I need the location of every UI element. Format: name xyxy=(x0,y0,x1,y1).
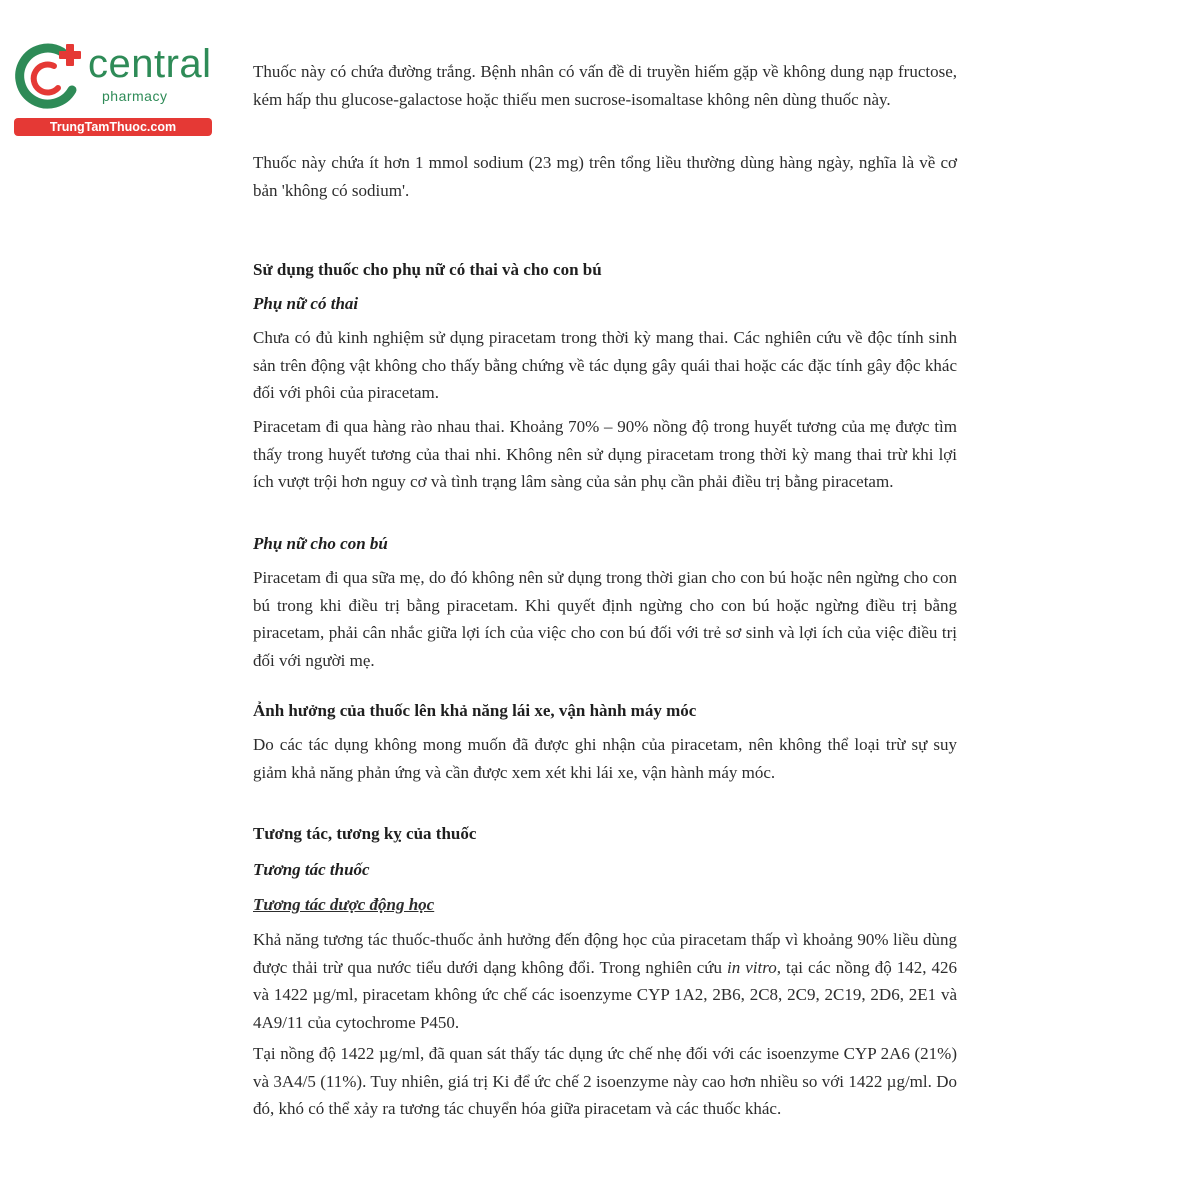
subheading-drug-interactions: Tương tác thuốc xyxy=(253,860,370,879)
paragraph-sodium: Thuốc này chứa ít hơn 1 mmol sodium (23 mg) trên tổng liều thường dùng hàng ngày, nghĩa là về cơ bản 'không có sodium'. xyxy=(253,153,957,200)
paragraph-driving: Do các tác dụng không mong muốn đã được ghi nhận của piracetam, nên không thể loại trừ sự suy giảm khả năng phản ứng và cần được xem xét khi lái xe, vận hành máy móc. xyxy=(253,735,957,782)
paragraph-sugar-warning: Thuốc này có chứa đường trắng. Bệnh nhân có vấn đề di truyền hiếm gặp về không dung nạp fructose, kém hấp thu glucose-galactose hoặc thiếu men sucrose-isomaltase không nên dùng thuốc này. xyxy=(253,62,957,109)
heading-driving-machinery: Ảnh hưởng của thuốc lên khả năng lái xe, vận hành máy móc xyxy=(253,701,697,720)
paragraph-placenta: Piracetam đi qua hàng rào nhau thai. Khoảng 70% – 90% nồng độ trong huyết tương của mẹ được tìm thấy trong huyết tương của thai nhi. Không nên sử dụng piracetam trong thời kỳ mang thai trừ khi lợi ích vượt trội hơn nguy cơ và tình trạng lâm sàng của sản phụ cần phải điều trị bằng piracetam. xyxy=(253,417,957,491)
logo-url-banner: TrungTamThuoc.com xyxy=(14,118,212,136)
logo-sub-text: pharmacy xyxy=(102,88,168,104)
subheading-breastfeeding-women: Phụ nữ cho con bú xyxy=(253,534,388,553)
logo-brand-text: central xyxy=(88,42,212,86)
heading-pregnancy-lactation: Sử dụng thuốc cho phụ nữ có thai và cho con bú xyxy=(253,260,602,279)
paragraph-pharmacokinetics xyxy=(253,926,957,1036)
central-pharmacy-logo xyxy=(10,38,215,138)
heading-interactions: Tương tác, tương kỵ của thuốc xyxy=(253,824,477,843)
subheading-pharmacokinetic-interactions: Tương tác dược động học xyxy=(253,895,435,914)
in-vitro-term: in vitro xyxy=(727,957,777,977)
subheading-pregnant-women: Phụ nữ có thai xyxy=(253,294,359,313)
pharmacy-cross-icon xyxy=(10,38,90,116)
paragraph-pregnancy-experience: Chưa có đủ kinh nghiệm sử dụng piracetam trong thời kỳ mang thai. Các nghiên cứu về độc tính sinh sản trên động vật không cho thấy bằng chứng về tác dụng gây quái thai hoặc các đặc tính gây độc khác đối với phôi của piracetam. xyxy=(253,328,957,402)
paragraph-breast-milk: Piracetam đi qua sữa mẹ, do đó không nên sử dụng trong thời gian cho con bú hoặc nên ngừng cho con bú trong khi điều trị bằng piracetam. Khi quyết định ngừng cho con bú hoặc ngừng điều trị bằng piracetam, phải cân nhắc giữa lợi ích của việc cho con bú đối với trẻ sơ sinh và lợi ích của việc điều trị đối với người mẹ. xyxy=(253,568,957,670)
paragraph-cyp-inhibition: Tại nồng độ 1422 µg/ml, đã quan sát thấy tác dụng ức chế nhẹ đối với các isoenzyme CYP 2A6 (21%) và 3A4/5 (11%). Tuy nhiên, giá trị Ki để ức chế 2 isoenzyme này cao hơn nhiều so với 1422 µg/ml. Do đó, khó có thể xảy ra tương tác chuyển hóa giữa piracetam và các thuốc khác. xyxy=(253,1044,957,1118)
paragraph-pharmacokinetics-part1: Khả năng tương tác thuốc-thuốc ảnh hưởng đến động học của piracetam thấp vì khoảng 90% liều dùng được thải trừ qua nước tiểu dưới dạng không đổi. Trong nghiên cứu xyxy=(253,930,957,977)
paragraph-pharmacokinetics-part2: , tại các nồng độ 142, 426 và 1422 µg/ml, piracetam không ức chế các isoenzyme CYP 1A2, 2B6, 2C8, 2C9, 2C19, 2D6, 2E1 và 4A9/11 của cytochrome P450. xyxy=(253,957,957,1032)
